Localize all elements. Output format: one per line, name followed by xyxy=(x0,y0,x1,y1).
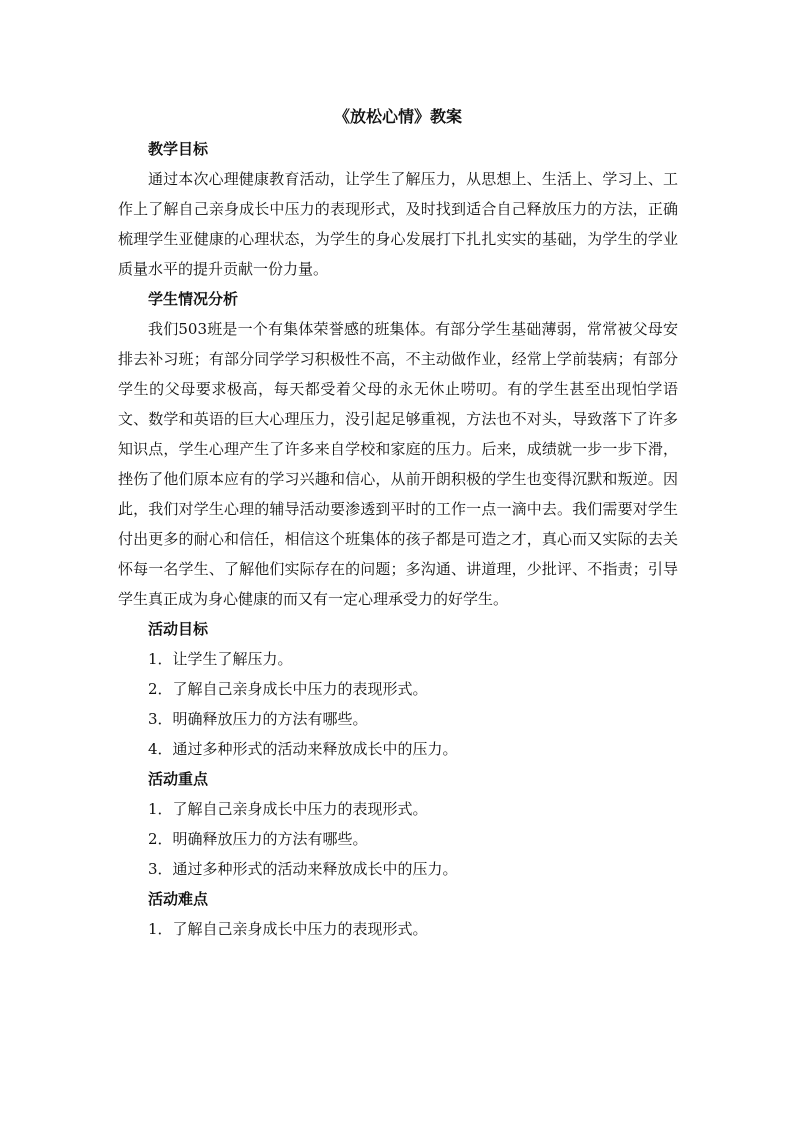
list-item: 2．了解自己亲身成长中压力的表现形式。 xyxy=(148,680,428,698)
list-item: 1．让学生了解压力。 xyxy=(148,650,293,668)
section-heading: 活动重点 xyxy=(148,770,209,788)
section-paragraph: 通过本次心理健康教育活动，让学生了解压力，从思想上、生活上、学习上、工作上了解自己亲身成长中压力的表现形式，及时找到适合自己释放压力的方法，正确梳理学生亚健康的心理状态，为学生的身心发展打下扎扎实实的基础，为学生的学业质量水平的提升贡献一份力量。 xyxy=(118,170,678,278)
section-activity-goals xyxy=(118,614,678,764)
list-item: 1．了解自己亲身成长中压力的表现形式。 xyxy=(148,800,428,818)
section-heading: 学生情况分析 xyxy=(148,290,239,308)
section-heading: 教学目标 xyxy=(148,140,209,158)
section-teaching-goals xyxy=(118,134,678,284)
list-item: 2．明确释放压力的方法有哪些。 xyxy=(148,830,368,848)
document-page xyxy=(118,100,678,944)
section-student-analysis xyxy=(118,284,678,614)
section-heading: 活动目标 xyxy=(148,620,209,638)
list-item: 1．了解自己亲身成长中压力的表现形式。 xyxy=(148,920,428,938)
document-title: 《放松心情》教案 xyxy=(333,107,462,126)
section-activity-focus xyxy=(118,764,678,884)
list-item: 4．通过多种形式的活动来释放成长中的压力。 xyxy=(148,740,458,758)
section-activity-difficulty xyxy=(118,884,678,944)
section-heading: 活动难点 xyxy=(148,890,209,908)
list-item: 3．通过多种形式的活动来释放成长中的压力。 xyxy=(148,860,458,878)
section-paragraph: 我们503班是一个有集体荣誉感的班集体。有部分学生基础薄弱，常常被父母安排去补习班；有部分同学学习积极性不高，不主动做作业，经常上学前装病；有部分学生的父母要求极高，每天都受着父母的永无休止唠叨。有的学生甚至出现怕学语文、数学和英语的巨大心理压力，没引起足够重视，方法也不对头，导致落下了许多知识点，学生心理产生了许多来自学校和家庭的压力。后来，成绩就一步一步下滑，挫伤了他们原本应有的学习兴趣和信心，从前开朗积极的学生也变得沉默和叛逆。因此，我们对学生心理的辅导活动要渗透到平时的工作一点一滴中去。我们需要对学生付出更多的耐心和信任，相信这个班集体的孩子都是可造之才，真心而又实际的去关怀每一名学生、了解他们实际存在的问题；多沟通、讲道理，少批评、不指责；引导学生真正成为身心健康的而又有一定心理承受力的好学生。 xyxy=(118,320,678,608)
list-item: 3．明确释放压力的方法有哪些。 xyxy=(148,710,368,728)
